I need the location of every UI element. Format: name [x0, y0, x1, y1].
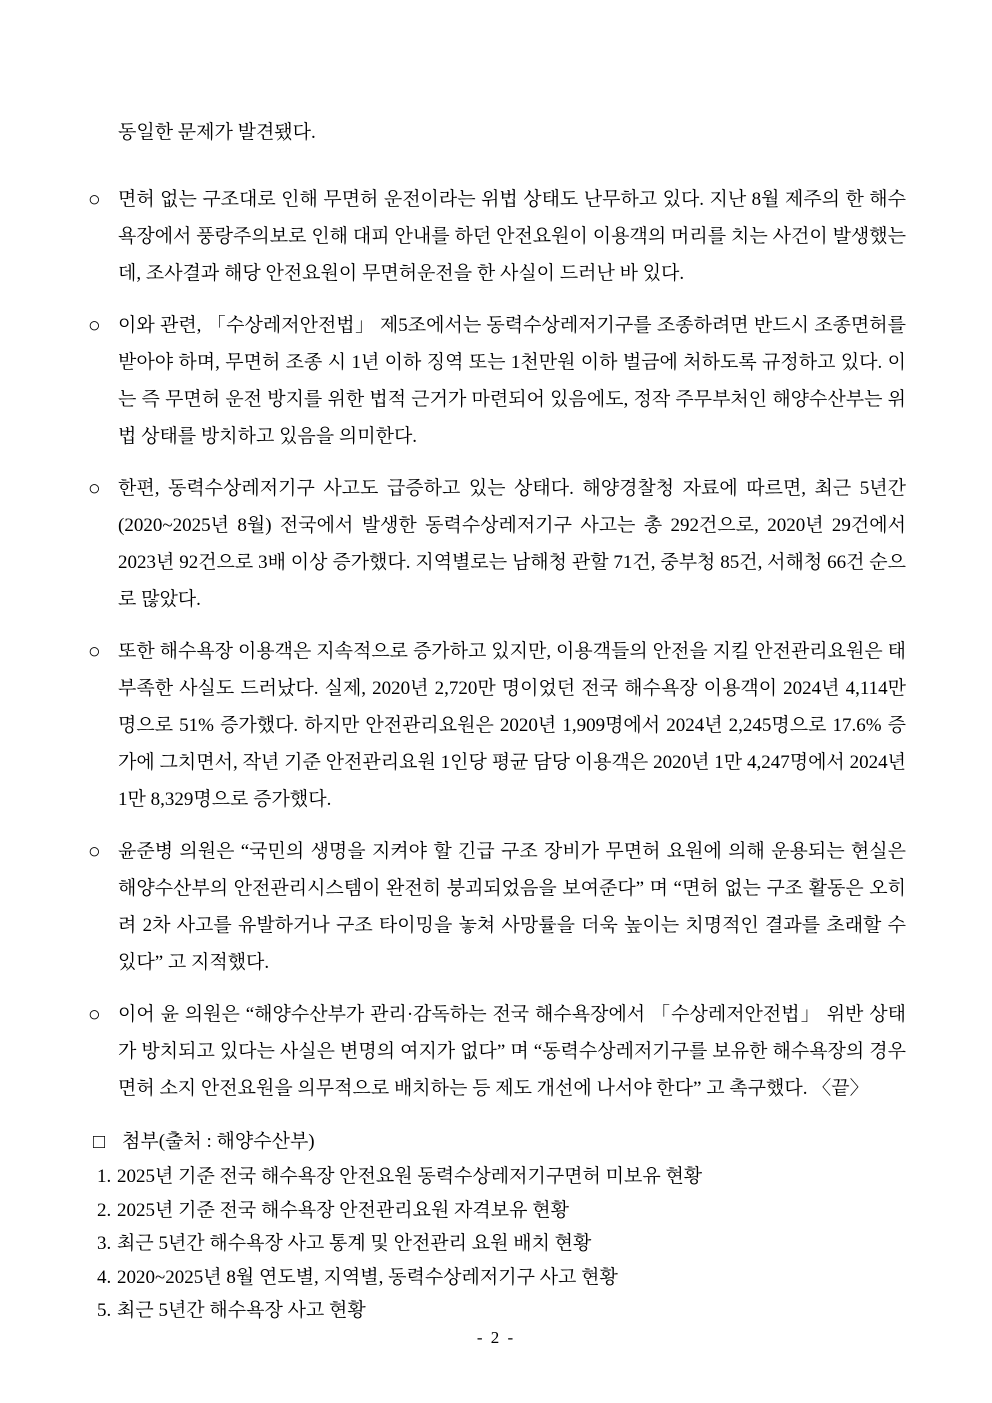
square-bullet-icon: □ [93, 1131, 106, 1153]
bullet-paragraph [88, 996, 906, 1107]
attachment-item [88, 1194, 906, 1228]
paragraph-text: 한편, 동력수상레저기구 사고도 급증하고 있는 상태다. 해양경찰청 자료에 따르면, 최근 5년간(2020~2025년 8월) 전국에서 발생한 동력수상레저기구 사고는 총 292건으로, 2020년 29건에서 2023년 92건으로 3배 이상 증가했다. 지역별로는 남해청 관할 71건, 중부청 85건, 서해청 66건 순으로 많았다. [118, 478, 906, 610]
attachment-item-text: 최근 5년간 해수욕장 사고 통계 및 안전관리 요원 배치 현황 [117, 1233, 592, 1254]
attachment-item-text: 2020~2025년 8월 연도별, 지역별, 동력수상레저기구 사고 현황 [117, 1266, 618, 1288]
bullet-paragraph [88, 470, 906, 618]
attachment-item-number: 3. [97, 1233, 112, 1254]
circle-bullet-icon: ○ [88, 313, 101, 337]
bullet-paragraph [88, 307, 906, 455]
attachment-item-number: 1. [97, 1166, 112, 1187]
paragraph-text: 이어 윤 의원은 “해양수산부가 관리·감독하는 전국 해수욕장에서 「수상레저안전법」 위반 상태가 방치되고 있다는 사실은 변명의 여지가 없다” 며 “동력수상레저기구를 보유한 해수욕장의 경우 면허 소지 안전요원을 의무적으로 배치하는 등 제도 개선에 나서야 한다” 고 촉구했다. 〈끝〉 [118, 1004, 906, 1099]
paragraph-text: 윤준병 의원은 “국민의 생명을 지켜야 할 긴급 구조 장비가 무면허 요원에 의해 운용되는 현실은 해양수산부의 안전관리시스템이 완전히 붕괴되었음을 보여준다” 며 “면허 없는 구조 활동은 오히려 2차 사고를 유발하거나 구조 타이밍을 놓쳐 사망률을 더욱 높이는 치명적인 결과를 초래할 수 있다” 고 지적했다. [118, 841, 906, 973]
attachment-title-text: 첨부(출처 : 해양수산부) [122, 1131, 315, 1152]
circle-bullet-icon: ○ [88, 187, 101, 211]
attachment-item-number: 5. [97, 1300, 112, 1321]
document-body [88, 114, 906, 1328]
attachment-item [88, 1261, 906, 1295]
attachment-item [88, 1227, 906, 1261]
attachment-item-number: 2. [97, 1199, 112, 1221]
paragraph-text: 면허 없는 구조대로 인해 무면허 운전이라는 위법 상태도 난무하고 있다. 지난 8월 제주의 한 해수욕장에서 풍랑주의보로 인해 대피 안내를 하던 안전요원이 이용객의 머리를 치는 사건이 발생했는데, 조사결과 해당 안전요원이 무면허운전을 한 사실이 드러난 바 있다. [118, 189, 906, 284]
circle-bullet-icon: ○ [88, 1002, 101, 1026]
continued-paragraph-line: 동일한 문제가 발견됐다. [118, 122, 316, 143]
attachment-item-text: 최근 5년간 해수욕장 사고 현황 [117, 1300, 366, 1321]
bullet-paragraph [88, 633, 906, 818]
circle-bullet-icon: ○ [88, 476, 101, 500]
circle-bullet-icon: ○ [88, 639, 101, 663]
attachment-section [88, 1124, 906, 1328]
page-number: - 2 - [476, 1328, 516, 1347]
bullet-paragraph [88, 833, 906, 981]
bullet-paragraph [88, 181, 906, 292]
attachment-item [88, 1160, 906, 1194]
attachment-item-text: 2025년 기준 전국 해수욕장 안전요원 동력수상레저기구면허 미보유 현황 [117, 1166, 703, 1187]
attachment-item-number: 4. [97, 1266, 112, 1288]
circle-bullet-icon: ○ [88, 839, 101, 863]
paragraph-text: 또한 해수욕장 이용객은 지속적으로 증가하고 있지만, 이용객들의 안전을 지킬 안전관리요원은 태부족한 사실도 드러났다. 실제, 2020년 2,720만 명이었던 전국 해수욕장 이용객이 2024년 4,114만 명으로 51% 증가했다. 하지만 안전관리요원은 2020년 1,909명에서 2024년 2,245명으로 17.6% 증가에 그치면서, 작년 기준 안전관리요원 1인당 평균 담당 이용객은 2020년 1만 4,247명에서 2024년 1만 8,329명으로 증가했다. [118, 641, 906, 810]
paragraph-text: 이와 관련, 「수상레저안전법」 제5조에서는 동력수상레저기구를 조종하려면 반드시 조종면허를 받아야 하며, 무면허 조종 시 1년 이하 징역 또는 1천만원 이하 벌금에 처하도록 규정하고 있다. 이는 즉 무면허 운전 방지를 위한 법적 근거가 마련되어 있음에도, 정작 주무부처인 해양수산부는 위법 상태를 방치하고 있음을 의미한다. [118, 315, 906, 447]
attachment-item-text: 2025년 기준 전국 해수욕장 안전관리요원 자격보유 현황 [117, 1199, 569, 1221]
attachment-item [88, 1294, 906, 1328]
attachment-heading [88, 1124, 906, 1160]
